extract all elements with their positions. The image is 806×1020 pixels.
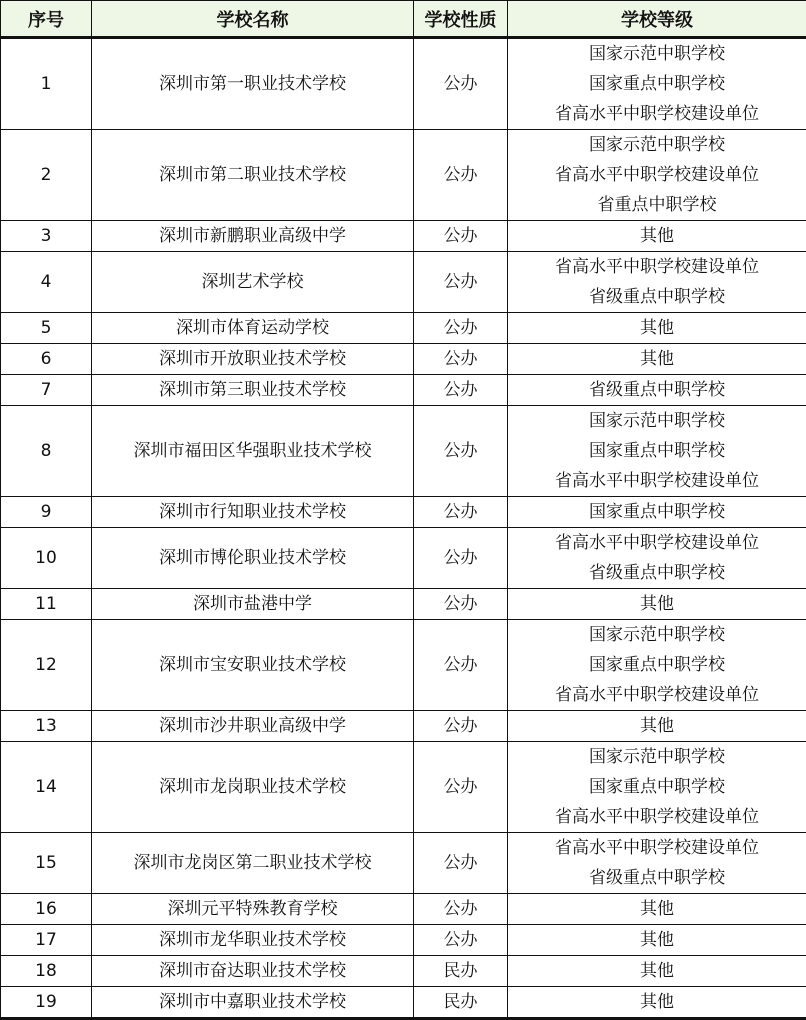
header-school-level: 学校等级 (508, 1, 806, 38)
cell-school-name: 深圳市行知职业技术学校 (92, 497, 414, 528)
level-line: 国家示范中职学校 (508, 39, 806, 69)
cell-no: 9 (1, 497, 92, 528)
cell-no: 1 (1, 38, 92, 130)
cell-no: 13 (1, 711, 92, 742)
level-line: 省级重点中职学校 (508, 863, 806, 893)
level-line: 国家重点中职学校 (508, 650, 806, 680)
cell-school-type: 公办 (414, 344, 508, 375)
cell-school-level (508, 956, 806, 987)
cell-school-name: 深圳市开放职业技术学校 (92, 344, 414, 375)
level-line: 省高水平中职学校建设单位 (508, 802, 806, 832)
cell-no: 18 (1, 956, 92, 987)
table-row (1, 130, 806, 221)
level-line: 省重点中职学校 (508, 190, 806, 220)
cell-school-name: 深圳市中嘉职业技术学校 (92, 987, 414, 1019)
cell-school-level (508, 406, 806, 497)
table-row (1, 344, 806, 375)
cell-no: 17 (1, 925, 92, 956)
table-row (1, 375, 806, 406)
cell-no: 6 (1, 344, 92, 375)
level-line: 其他 (508, 925, 806, 955)
level-line: 省级重点中职学校 (508, 375, 806, 405)
cell-no: 7 (1, 375, 92, 406)
cell-school-type: 民办 (414, 987, 508, 1019)
cell-school-level (508, 252, 806, 313)
level-line: 其他 (508, 589, 806, 619)
cell-school-name: 深圳市第二职业技术学校 (92, 130, 414, 221)
cell-school-level (508, 497, 806, 528)
cell-school-name: 深圳市奋达职业技术学校 (92, 956, 414, 987)
level-line: 省高水平中职学校建设单位 (508, 528, 806, 558)
cell-school-level (508, 894, 806, 925)
table-row (1, 711, 806, 742)
cell-school-type: 公办 (414, 589, 508, 620)
cell-school-type: 公办 (414, 38, 508, 130)
cell-no: 4 (1, 252, 92, 313)
level-line: 国家示范中职学校 (508, 130, 806, 160)
cell-school-level (508, 313, 806, 344)
table-row (1, 313, 806, 344)
cell-no: 19 (1, 987, 92, 1019)
table-row (1, 589, 806, 620)
level-line: 国家重点中职学校 (508, 497, 806, 527)
level-line: 省高水平中职学校建设单位 (508, 99, 806, 129)
cell-school-name: 深圳市盐港中学 (92, 589, 414, 620)
cell-school-type: 公办 (414, 711, 508, 742)
cell-school-level (508, 833, 806, 894)
cell-school-type: 公办 (414, 528, 508, 589)
level-line: 其他 (508, 313, 806, 343)
level-line: 省高水平中职学校建设单位 (508, 160, 806, 190)
cell-school-type: 公办 (414, 497, 508, 528)
level-line: 省高水平中职学校建设单位 (508, 466, 806, 496)
cell-school-name: 深圳市新鹏职业高级中学 (92, 221, 414, 252)
cell-school-type: 公办 (414, 833, 508, 894)
header-row (1, 1, 806, 38)
level-line: 其他 (508, 221, 806, 251)
cell-school-type: 公办 (414, 313, 508, 344)
cell-school-type: 公办 (414, 894, 508, 925)
cell-no: 16 (1, 894, 92, 925)
level-line: 省高水平中职学校建设单位 (508, 833, 806, 863)
cell-school-level (508, 344, 806, 375)
cell-school-type: 公办 (414, 130, 508, 221)
table-row (1, 38, 806, 130)
cell-school-type: 公办 (414, 620, 508, 711)
level-line: 其他 (508, 956, 806, 986)
cell-no: 5 (1, 313, 92, 344)
table-row (1, 987, 806, 1019)
cell-school-level (508, 925, 806, 956)
level-line: 其他 (508, 344, 806, 374)
cell-school-type: 公办 (414, 406, 508, 497)
cell-school-level (508, 528, 806, 589)
level-line: 其他 (508, 987, 806, 1017)
table-row (1, 925, 806, 956)
header-school-name: 学校名称 (92, 1, 414, 38)
table-body (1, 38, 806, 1019)
cell-school-type: 公办 (414, 375, 508, 406)
header-no: 序号 (1, 1, 92, 38)
cell-school-type: 公办 (414, 221, 508, 252)
table-row (1, 528, 806, 589)
level-line: 国家重点中职学校 (508, 772, 806, 802)
cell-school-level (508, 987, 806, 1019)
cell-no: 12 (1, 620, 92, 711)
cell-school-name: 深圳市龙岗职业技术学校 (92, 742, 414, 833)
table-row (1, 894, 806, 925)
level-line: 国家示范中职学校 (508, 406, 806, 436)
cell-school-type: 公办 (414, 252, 508, 313)
level-line: 省级重点中职学校 (508, 558, 806, 588)
table-row (1, 620, 806, 711)
cell-school-name: 深圳市博伦职业技术学校 (92, 528, 414, 589)
cell-school-name: 深圳市宝安职业技术学校 (92, 620, 414, 711)
cell-school-level (508, 620, 806, 711)
cell-school-name: 深圳市第一职业技术学校 (92, 38, 414, 130)
cell-school-level (508, 221, 806, 252)
cell-school-name: 深圳市沙井职业高级中学 (92, 711, 414, 742)
cell-no: 3 (1, 221, 92, 252)
level-line: 国家示范中职学校 (508, 742, 806, 772)
cell-school-level (508, 38, 806, 130)
table-row (1, 406, 806, 497)
level-line: 国家示范中职学校 (508, 620, 806, 650)
cell-no: 11 (1, 589, 92, 620)
level-line: 省级重点中职学校 (508, 282, 806, 312)
cell-school-name: 深圳市龙岗区第二职业技术学校 (92, 833, 414, 894)
cell-school-name: 深圳市体育运动学校 (92, 313, 414, 344)
cell-school-name: 深圳艺术学校 (92, 252, 414, 313)
cell-school-level (508, 130, 806, 221)
table-header (1, 1, 806, 38)
cell-school-level (508, 742, 806, 833)
cell-school-level (508, 711, 806, 742)
cell-school-name: 深圳市福田区华强职业技术学校 (92, 406, 414, 497)
table-row (1, 742, 806, 833)
level-line: 省高水平中职学校建设单位 (508, 680, 806, 710)
level-line: 其他 (508, 711, 806, 741)
table-row (1, 221, 806, 252)
cell-no: 2 (1, 130, 92, 221)
cell-no: 14 (1, 742, 92, 833)
header-school-type: 学校性质 (414, 1, 508, 38)
table-row (1, 956, 806, 987)
cell-school-name: 深圳市第三职业技术学校 (92, 375, 414, 406)
level-line: 省高水平中职学校建设单位 (508, 252, 806, 282)
cell-school-name: 深圳市龙华职业技术学校 (92, 925, 414, 956)
cell-school-type: 民办 (414, 956, 508, 987)
cell-school-level (508, 375, 806, 406)
cell-no: 10 (1, 528, 92, 589)
cell-school-type: 公办 (414, 742, 508, 833)
cell-no: 15 (1, 833, 92, 894)
level-line: 国家重点中职学校 (508, 436, 806, 466)
level-line: 其他 (508, 894, 806, 924)
cell-school-level (508, 589, 806, 620)
cell-school-type: 公办 (414, 925, 508, 956)
cell-no: 8 (1, 406, 92, 497)
table-row (1, 497, 806, 528)
table-row (1, 252, 806, 313)
table-row (1, 833, 806, 894)
level-line: 国家重点中职学校 (508, 69, 806, 99)
cell-school-name: 深圳元平特殊教育学校 (92, 894, 414, 925)
